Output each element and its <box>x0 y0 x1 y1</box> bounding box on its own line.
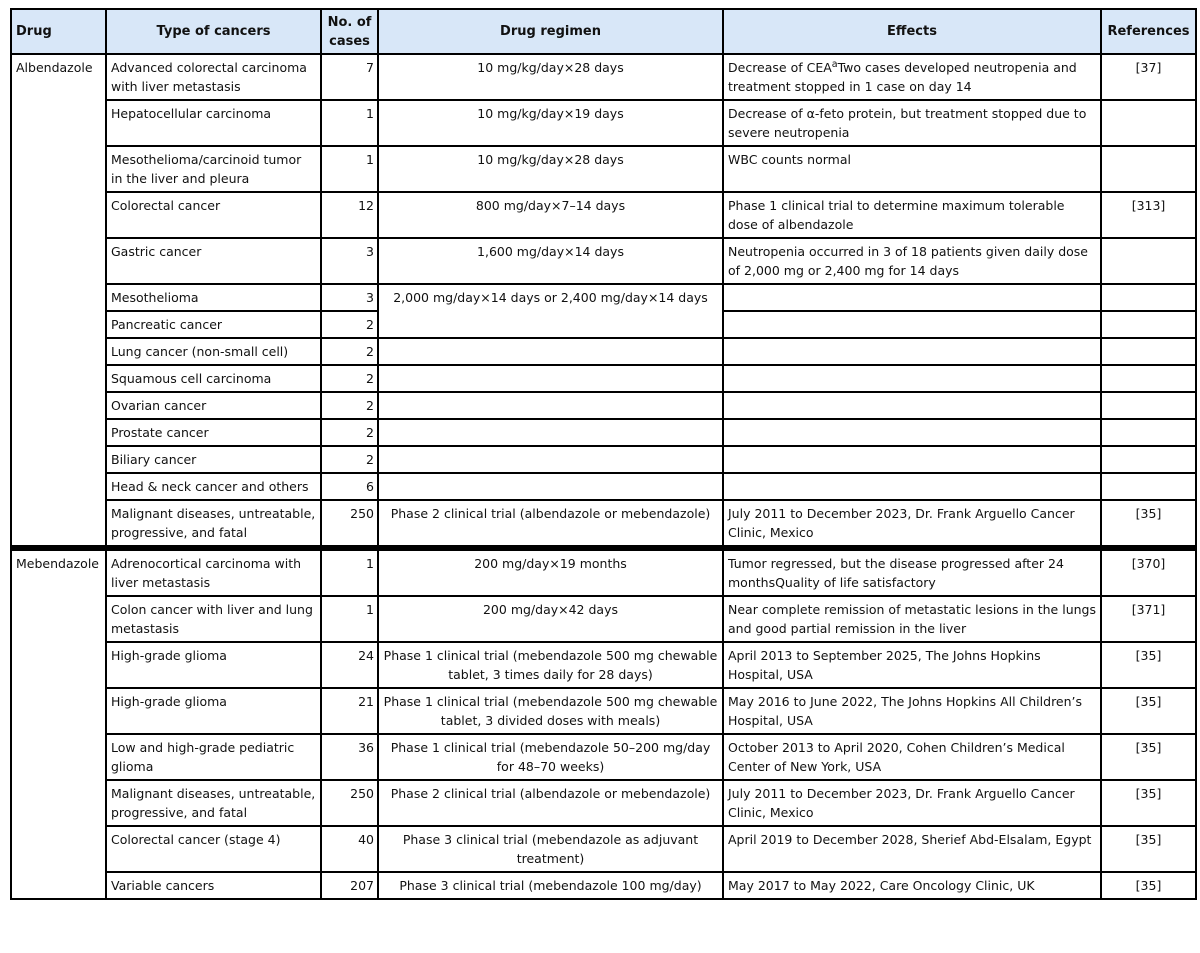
cancer-type-cell: Colon cancer with liver and lung metastasis <box>106 596 321 642</box>
cases-count-cell: 250 <box>321 500 378 547</box>
effects-cell: May 2017 to May 2022, Care Oncology Clinic, UK <box>723 872 1101 899</box>
header-row <box>11 9 1196 54</box>
cases-count-cell: 40 <box>321 826 378 872</box>
effects-cell <box>723 284 1101 311</box>
drug-regimen-cell <box>378 365 723 392</box>
cancer-type-cell: Gastric cancer <box>106 238 321 284</box>
cases-count-cell: 7 <box>321 54 378 100</box>
drug-regimen-cell <box>378 473 723 500</box>
cases-count-cell: 2 <box>321 392 378 419</box>
drug-table <box>10 8 1197 900</box>
cancer-type-cell: Adrenocortical carcinoma with liver metastasis <box>106 550 321 597</box>
cases-count-cell: 2 <box>321 338 378 365</box>
cases-count-cell: 2 <box>321 311 378 338</box>
reference-cell <box>1101 446 1196 473</box>
cases-count-cell: 207 <box>321 872 378 899</box>
effects-cell <box>723 365 1101 392</box>
drug-regimen-cell <box>378 338 723 365</box>
effects-cell: Near complete remission of metastatic lesions in the lungs and good partial remission in the liver <box>723 596 1101 642</box>
drug-regimen-cell: Phase 1 clinical trial (mebendazole 50–200 mg/day for 48–70 weeks) <box>378 734 723 780</box>
cases-count-cell: 1 <box>321 100 378 146</box>
drug-regimen-cell: 10 mg/kg/day×28 days <box>378 146 723 192</box>
cancer-type-cell: High-grade glioma <box>106 688 321 734</box>
col-header-type-of-cancers: Type of cancers <box>106 9 321 54</box>
cancer-type-cell: Pancreatic cancer <box>106 311 321 338</box>
reference-cell <box>1101 100 1196 146</box>
cancer-type-cell: Advanced colorectal carcinoma with liver metastasis <box>106 54 321 100</box>
table-row <box>11 500 1196 547</box>
cases-count-cell: 36 <box>321 734 378 780</box>
effects-cell: WBC counts normal <box>723 146 1101 192</box>
drug-regimen-cell: Phase 3 clinical trial (mebendazole as adjuvant treatment) <box>378 826 723 872</box>
cases-count-cell: 2 <box>321 419 378 446</box>
effects-cell <box>723 392 1101 419</box>
col-header-references: References <box>1101 9 1196 54</box>
drug-regimen-cell: 200 mg/day×42 days <box>378 596 723 642</box>
reference-cell: [35] <box>1101 872 1196 899</box>
effects-cell: Decrease of CEA$^a$Two cases developed neutropenia and treatment stopped in 1 case on day 14 <box>723 54 1101 100</box>
col-header-drug-regimen: Drug regimen <box>378 9 723 54</box>
cases-count-cell: 1 <box>321 146 378 192</box>
table-row <box>11 642 1196 688</box>
effects-cell: Neutropenia occurred in 3 of 18 patients given daily dose of 2,000 mg or 2,400 mg for 14 days <box>723 238 1101 284</box>
drug-regimen-cell <box>378 446 723 473</box>
cases-count-cell: 250 <box>321 780 378 826</box>
cases-count-cell: 2 <box>321 365 378 392</box>
effects-cell: October 2013 to April 2020, Cohen Children’s Medical Center of New York, USA <box>723 734 1101 780</box>
cancer-type-cell: Low and high-grade pediatric glioma <box>106 734 321 780</box>
cancer-type-cell: Malignant diseases, untreatable, progressive, and fatal <box>106 500 321 547</box>
table-row <box>11 780 1196 826</box>
drug-regimen-cell: 200 mg/day×19 months <box>378 550 723 597</box>
cases-count-cell: 3 <box>321 284 378 311</box>
table-row <box>11 338 1196 365</box>
reference-cell: [313] <box>1101 192 1196 238</box>
table-row <box>11 734 1196 780</box>
cases-count-cell: 6 <box>321 473 378 500</box>
col-header-effects: Effects <box>723 9 1101 54</box>
reference-cell: [35] <box>1101 642 1196 688</box>
reference-cell: [370] <box>1101 550 1196 597</box>
drug-regimen-cell <box>378 419 723 446</box>
cancer-type-cell: Head & neck cancer and others <box>106 473 321 500</box>
cancer-type-cell: Mesothelioma <box>106 284 321 311</box>
drug-regimen-cell: 800 mg/day×7–14 days <box>378 192 723 238</box>
col-header-no-of-cases: No. of cases <box>321 9 378 54</box>
cases-count-cell: 12 <box>321 192 378 238</box>
cases-count-cell: 1 <box>321 550 378 597</box>
reference-cell: [35] <box>1101 688 1196 734</box>
cancer-type-cell: Colorectal cancer (stage 4) <box>106 826 321 872</box>
cases-count-cell: 3 <box>321 238 378 284</box>
cases-count-cell: 21 <box>321 688 378 734</box>
reference-cell: [35] <box>1101 734 1196 780</box>
reference-cell: [35] <box>1101 826 1196 872</box>
reference-cell: [35] <box>1101 500 1196 547</box>
reference-cell <box>1101 338 1196 365</box>
effects-cell: May 2016 to June 2022, The Johns Hopkins All Children’s Hospital, USA <box>723 688 1101 734</box>
effects-cell <box>723 473 1101 500</box>
table-row <box>11 238 1196 284</box>
cancer-type-cell: Squamous cell carcinoma <box>106 365 321 392</box>
reference-cell <box>1101 419 1196 446</box>
reference-cell: [35] <box>1101 780 1196 826</box>
reference-cell <box>1101 392 1196 419</box>
reference-cell <box>1101 238 1196 284</box>
effects-cell: July 2011 to December 2023, Dr. Frank Arguello Cancer Clinic, Mexico <box>723 780 1101 826</box>
cancer-type-cell: Malignant diseases, untreatable, progressive, and fatal <box>106 780 321 826</box>
table-row <box>11 54 1196 100</box>
effects-cell <box>723 338 1101 365</box>
effects-cell: July 2011 to December 2023, Dr. Frank Arguello Cancer Clinic, Mexico <box>723 500 1101 547</box>
table-row <box>11 365 1196 392</box>
table-row <box>11 392 1196 419</box>
reference-cell <box>1101 311 1196 338</box>
drug-name-cell: Mebendazole <box>11 550 106 900</box>
cases-count-cell: 1 <box>321 596 378 642</box>
effects-cell: Decrease of α-feto protein, but treatment stopped due to severe neutropenia <box>723 100 1101 146</box>
reference-cell: [37] <box>1101 54 1196 100</box>
effects-cell: Phase 1 clinical trial to determine maximum tolerable dose of albendazole <box>723 192 1101 238</box>
footnote-marker: a <box>831 58 838 70</box>
cancer-type-cell: Hepatocellular carcinoma <box>106 100 321 146</box>
reference-cell <box>1101 284 1196 311</box>
drug-table-body <box>11 54 1196 899</box>
drug-regimen-cell: Phase 2 clinical trial (albendazole or mebendazole) <box>378 500 723 547</box>
reference-cell <box>1101 146 1196 192</box>
drug-regimen-cell: Phase 2 clinical trial (albendazole or mebendazole) <box>378 780 723 826</box>
effects-cell: April 2013 to September 2025, The Johns Hopkins Hospital, USA <box>723 642 1101 688</box>
table-row <box>11 146 1196 192</box>
drug-name-cell: Albendazole <box>11 54 106 547</box>
table-row <box>11 446 1196 473</box>
reference-cell <box>1101 473 1196 500</box>
table-row <box>11 550 1196 597</box>
effects-cell: April 2019 to December 2028, Sherief Abd-Elsalam, Egypt <box>723 826 1101 872</box>
cancer-type-cell: Biliary cancer <box>106 446 321 473</box>
drug-regimen-cell: 10 mg/kg/day×28 days <box>378 54 723 100</box>
effects-cell <box>723 311 1101 338</box>
cancer-type-cell: Colorectal cancer <box>106 192 321 238</box>
drug-regimen-cell: Phase 3 clinical trial (mebendazole 100 mg/day) <box>378 872 723 899</box>
drug-regimen-cell: 1,600 mg/day×14 days <box>378 238 723 284</box>
cancer-type-cell: Variable cancers <box>106 872 321 899</box>
table-row <box>11 473 1196 500</box>
drug-regimen-cell: 10 mg/kg/day×19 days <box>378 100 723 146</box>
reference-cell <box>1101 365 1196 392</box>
drug-regimen-cell: Phase 1 clinical trial (mebendazole 500 mg chewable tablet, 3 divided doses with meals) <box>378 688 723 734</box>
table-row <box>11 872 1196 899</box>
table-row <box>11 826 1196 872</box>
col-header-drug: Drug <box>11 9 106 54</box>
drug-regimen-cell: 2,000 mg/day×14 days or 2,400 mg/day×14 days <box>378 284 723 338</box>
effects-cell: Tumor regressed, but the disease progressed after 24 monthsQuality of life satisfactory <box>723 550 1101 597</box>
cancer-type-cell: Mesothelioma/carcinoid tumor in the liver and pleura <box>106 146 321 192</box>
cancer-type-cell: Prostate cancer <box>106 419 321 446</box>
effects-cell <box>723 446 1101 473</box>
table-row <box>11 419 1196 446</box>
table-row <box>11 688 1196 734</box>
cancer-type-cell: High-grade glioma <box>106 642 321 688</box>
cases-count-cell: 2 <box>321 446 378 473</box>
table-row <box>11 596 1196 642</box>
cases-count-cell: 24 <box>321 642 378 688</box>
cancer-type-cell: Lung cancer (non-small cell) <box>106 338 321 365</box>
table-row <box>11 100 1196 146</box>
drug-regimen-cell: Phase 1 clinical trial (mebendazole 500 mg chewable tablet, 3 times daily for 28 days) <box>378 642 723 688</box>
cancer-type-cell: Ovarian cancer <box>106 392 321 419</box>
table-row <box>11 284 1196 311</box>
table-row <box>11 192 1196 238</box>
effects-cell <box>723 419 1101 446</box>
reference-cell: [371] <box>1101 596 1196 642</box>
drug-regimen-cell <box>378 392 723 419</box>
